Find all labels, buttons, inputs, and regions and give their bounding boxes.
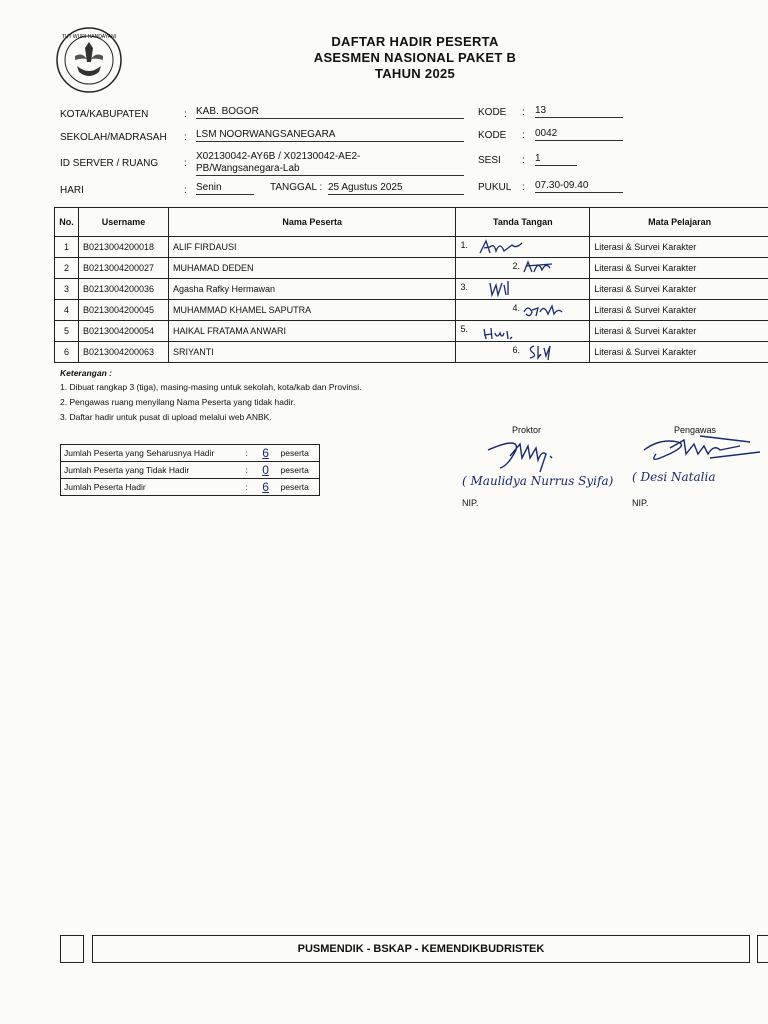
cell-mapel: Literasi & Survei Karakter xyxy=(590,237,768,258)
summary-value: 6 xyxy=(254,445,278,462)
summary-value: 6 xyxy=(254,479,278,496)
table-row xyxy=(55,258,768,279)
cell-no: 1 xyxy=(55,237,79,258)
col-header-nama: Nama Peserta xyxy=(168,208,456,237)
table-row xyxy=(55,279,768,300)
server-value-line2: PB/Wangsanegara-Lab xyxy=(196,163,464,176)
signature-number: 2. xyxy=(512,261,520,271)
signature-number: 5. xyxy=(460,324,468,334)
colon: : xyxy=(522,155,525,166)
kota-label: KOTA/KABUPATEN xyxy=(60,109,149,120)
cell-mapel: Literasi & Survei Karakter xyxy=(590,342,768,363)
cell-nama: ALIF FIRDAUSI xyxy=(168,237,456,258)
signature-scribble xyxy=(488,279,518,299)
summary-colon: : xyxy=(240,462,254,479)
table-row xyxy=(55,321,768,342)
table-row xyxy=(55,342,768,363)
colon: : xyxy=(184,158,187,169)
table-header-row xyxy=(55,208,768,237)
summary-row xyxy=(61,445,320,462)
cell-no: 6 xyxy=(55,342,79,363)
signature-scribble xyxy=(522,300,572,320)
title-line-1: DAFTAR HADIR PESERTA xyxy=(331,34,499,49)
signature-number: 3. xyxy=(460,282,468,292)
cell-mapel: Literasi & Survei Karakter xyxy=(590,321,768,342)
note-item: 2. Pengawas ruang menyilang Nama Peserta yang tidak hadir. xyxy=(60,397,296,407)
proktor-nip: NIP. xyxy=(462,498,479,508)
summary-unit: peserta xyxy=(278,445,320,462)
cell-no: 4 xyxy=(55,300,79,321)
signature-scribble xyxy=(526,342,556,362)
col-header-mapel: Mata Pelajaran xyxy=(590,208,768,237)
colon: : xyxy=(522,182,525,193)
footer-right-box xyxy=(757,935,768,963)
summary-unit: peserta xyxy=(278,479,320,496)
tanggal-label: TANGGAL : xyxy=(270,182,323,193)
pukul-value: 07.30-09.40 xyxy=(535,180,623,193)
cell-no: 5 xyxy=(55,321,79,342)
cell-mapel: Literasi & Survei Karakter xyxy=(590,279,768,300)
cell-signature xyxy=(456,258,590,279)
signature-scribble xyxy=(522,258,556,278)
table-row xyxy=(55,237,768,258)
kode1-value: 13 xyxy=(535,105,623,118)
cell-username: B0213004200063 xyxy=(78,342,168,363)
kota-value: KAB. BOGOR xyxy=(196,106,464,119)
cell-nama: MUHAMAD DEDEN xyxy=(168,258,456,279)
tanggal-value: 25 Agustus 2025 xyxy=(328,182,464,195)
summary-label: Jumlah Peserta Hadir xyxy=(61,479,240,496)
pukul-label: PUKUL xyxy=(478,182,512,193)
hari-label: HARI xyxy=(60,185,84,196)
cell-signature xyxy=(456,237,590,258)
summary-row xyxy=(61,479,320,496)
summary-unit: peserta xyxy=(278,462,320,479)
cell-nama: MUHAMMAD KHAMEL SAPUTRA xyxy=(168,300,456,321)
colon: : xyxy=(522,130,525,141)
cell-signature xyxy=(456,342,590,363)
proktor-signature xyxy=(480,436,580,474)
cell-nama: Agasha Rafky Hermawan xyxy=(168,279,456,300)
kode2-label: KODE xyxy=(478,130,507,141)
hari-value: Senin xyxy=(196,182,254,195)
signature-number: 1. xyxy=(460,240,468,250)
cell-no: 2 xyxy=(55,258,79,279)
signature-scribble xyxy=(478,237,528,257)
col-header-no: No. xyxy=(55,208,79,237)
pengawas-name: ( Desi Natalia xyxy=(632,470,716,484)
footer-banner xyxy=(92,935,750,963)
summary-value: 0 xyxy=(254,462,278,479)
cell-username: B0213004200045 xyxy=(78,300,168,321)
sesi-label: SESI xyxy=(478,155,501,166)
pengawas-nip: NIP. xyxy=(632,498,649,508)
proktor-label: Proktor xyxy=(512,425,542,435)
cell-username: B0213004200054 xyxy=(78,321,168,342)
cell-nama: HAIKAL FRATAMA ANWARI xyxy=(168,321,456,342)
cell-username: B0213004200018 xyxy=(78,237,168,258)
col-header-tanda-tangan: Tanda Tangan xyxy=(456,208,590,237)
summary-label: Jumlah Peserta yang Tidak Hadir xyxy=(61,462,240,479)
server-label: ID SERVER / RUANG xyxy=(60,158,159,169)
cell-signature xyxy=(456,300,590,321)
sekolah-value: LSM NOORWANGSANEGARA xyxy=(196,129,464,142)
footer-left-box xyxy=(60,935,84,963)
colon: : xyxy=(184,109,187,120)
sesi-value: 1 xyxy=(535,153,577,166)
col-header-username: Username xyxy=(78,208,168,237)
notes-title: Keterangan : xyxy=(60,368,112,378)
cell-signature xyxy=(456,321,590,342)
proktor-name: ( Maulidya Nurrus Syifa) xyxy=(462,474,614,488)
colon: : xyxy=(184,132,187,143)
summary-label: Jumlah Peserta yang Seharusnya Hadir xyxy=(61,445,240,462)
summary-row xyxy=(61,462,320,479)
kode2-value: 0042 xyxy=(535,128,623,141)
title-line-2: ASESMEN NASIONAL PAKET B xyxy=(313,50,517,65)
sekolah-label: SEKOLAH/MADRASAH xyxy=(60,132,167,143)
cell-username: B0213004200036 xyxy=(78,279,168,300)
footer-text: PUSMENDIK - BSKAP - KEMENDIKBUDRISTEK xyxy=(297,943,545,955)
summary-table xyxy=(60,444,320,496)
table-row xyxy=(55,300,768,321)
note-item: 1. Dibuat rangkap 3 (tiga), masing-masing untuk sekolah, kota/kab dan Provinsi. xyxy=(60,382,362,392)
title-line-3: TAHUN 2025 xyxy=(374,66,456,81)
summary-colon: : xyxy=(240,479,254,496)
svg-text:TUT WURI HANDAYANI: TUT WURI HANDAYANI xyxy=(61,34,117,40)
cell-signature xyxy=(456,279,590,300)
cell-username: B0213004200027 xyxy=(78,258,168,279)
summary-colon: : xyxy=(240,445,254,462)
tut-wuri-handayani-logo xyxy=(55,26,123,94)
pengawas-signature xyxy=(640,428,768,470)
note-item: 3. Daftar hadir untuk pusat di upload melalui web ANBK. xyxy=(60,412,272,422)
signature-number: 4. xyxy=(512,303,520,313)
signature-number: 6. xyxy=(512,345,520,355)
cell-nama: SRIYANTI xyxy=(168,342,456,363)
kode1-label: KODE xyxy=(478,107,507,118)
attendance-table xyxy=(54,207,768,363)
cell-no: 3 xyxy=(55,279,79,300)
server-value-line1: X02130042-AY6B / X02130042-AE2- xyxy=(196,151,361,162)
signature-scribble xyxy=(482,323,516,343)
colon: : xyxy=(522,107,525,118)
cell-mapel: Literasi & Survei Karakter xyxy=(590,300,768,321)
pengawas-label: Pengawas xyxy=(674,425,717,435)
cell-mapel: Literasi & Survei Karakter xyxy=(590,258,768,279)
colon: : xyxy=(184,185,187,196)
